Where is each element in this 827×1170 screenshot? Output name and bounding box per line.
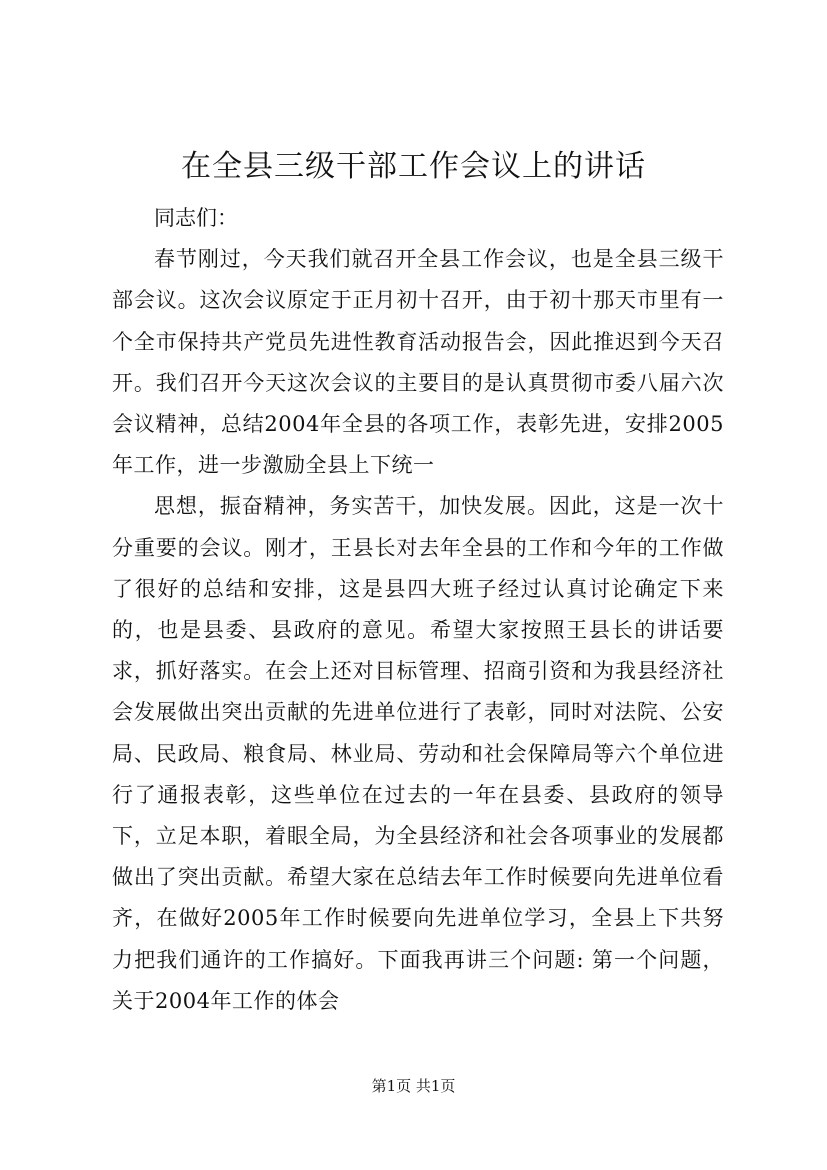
page-number-footer: 第1页 共1页 <box>371 1077 456 1095</box>
paragraph-1: 春节刚过，今天我们就召开全县工作会议，也是全县三级干部会议。这次会议原定于正月初十召开，由于初十那天市里有一个全市保持共产党员先进性教育活动报告会，因此推迟到今天召开。我们召开今天这次会议的主要目的是认真贯彻市委八届六次会议精神，总结2004年全县的各项工作，表彰先进，安排2005年工作，进一步激励全县上下统一 <box>112 247 724 478</box>
paragraph-2: 思想，振奋精神，务实苦干，加快发展。因此，这是一次十分重要的会议。刚才，王县长对去年全县的工作和今年的工作做了很好的总结和安排，这是县四大班子经过认真讨论确定下来的，也是县委、县政府的意见。希望大家按照王县长的讲话要求，抓好落实。在会上还对目标管理、招商引资和为我县经济社会发展做出突出贡献的先进单位进行了表彰，同时对法院、公安局、民政局、粮食局、林业局、劳动和社会保障局等六个单位进行了通报表彰，这些单位在过去的一年在县委、县政府的领导下，立足本职，着眼全局，为全县经济和社会各项事业的发展都做出了突出贡献。希望大家在总结去年工作时候要向先进单位看齐，在做好2005年工作时候要向先进单位学习，全县上下共努力把我们通许的工作搞好。下面我再讲三个问题: 第一个问题，关于2004年工作的体会 <box>112 494 724 1013</box>
document-body <box>112 198 724 1022</box>
document-title: 在全县三级干部工作会议上的讲话 <box>181 149 646 184</box>
salutation: 同志们： <box>154 206 238 230</box>
